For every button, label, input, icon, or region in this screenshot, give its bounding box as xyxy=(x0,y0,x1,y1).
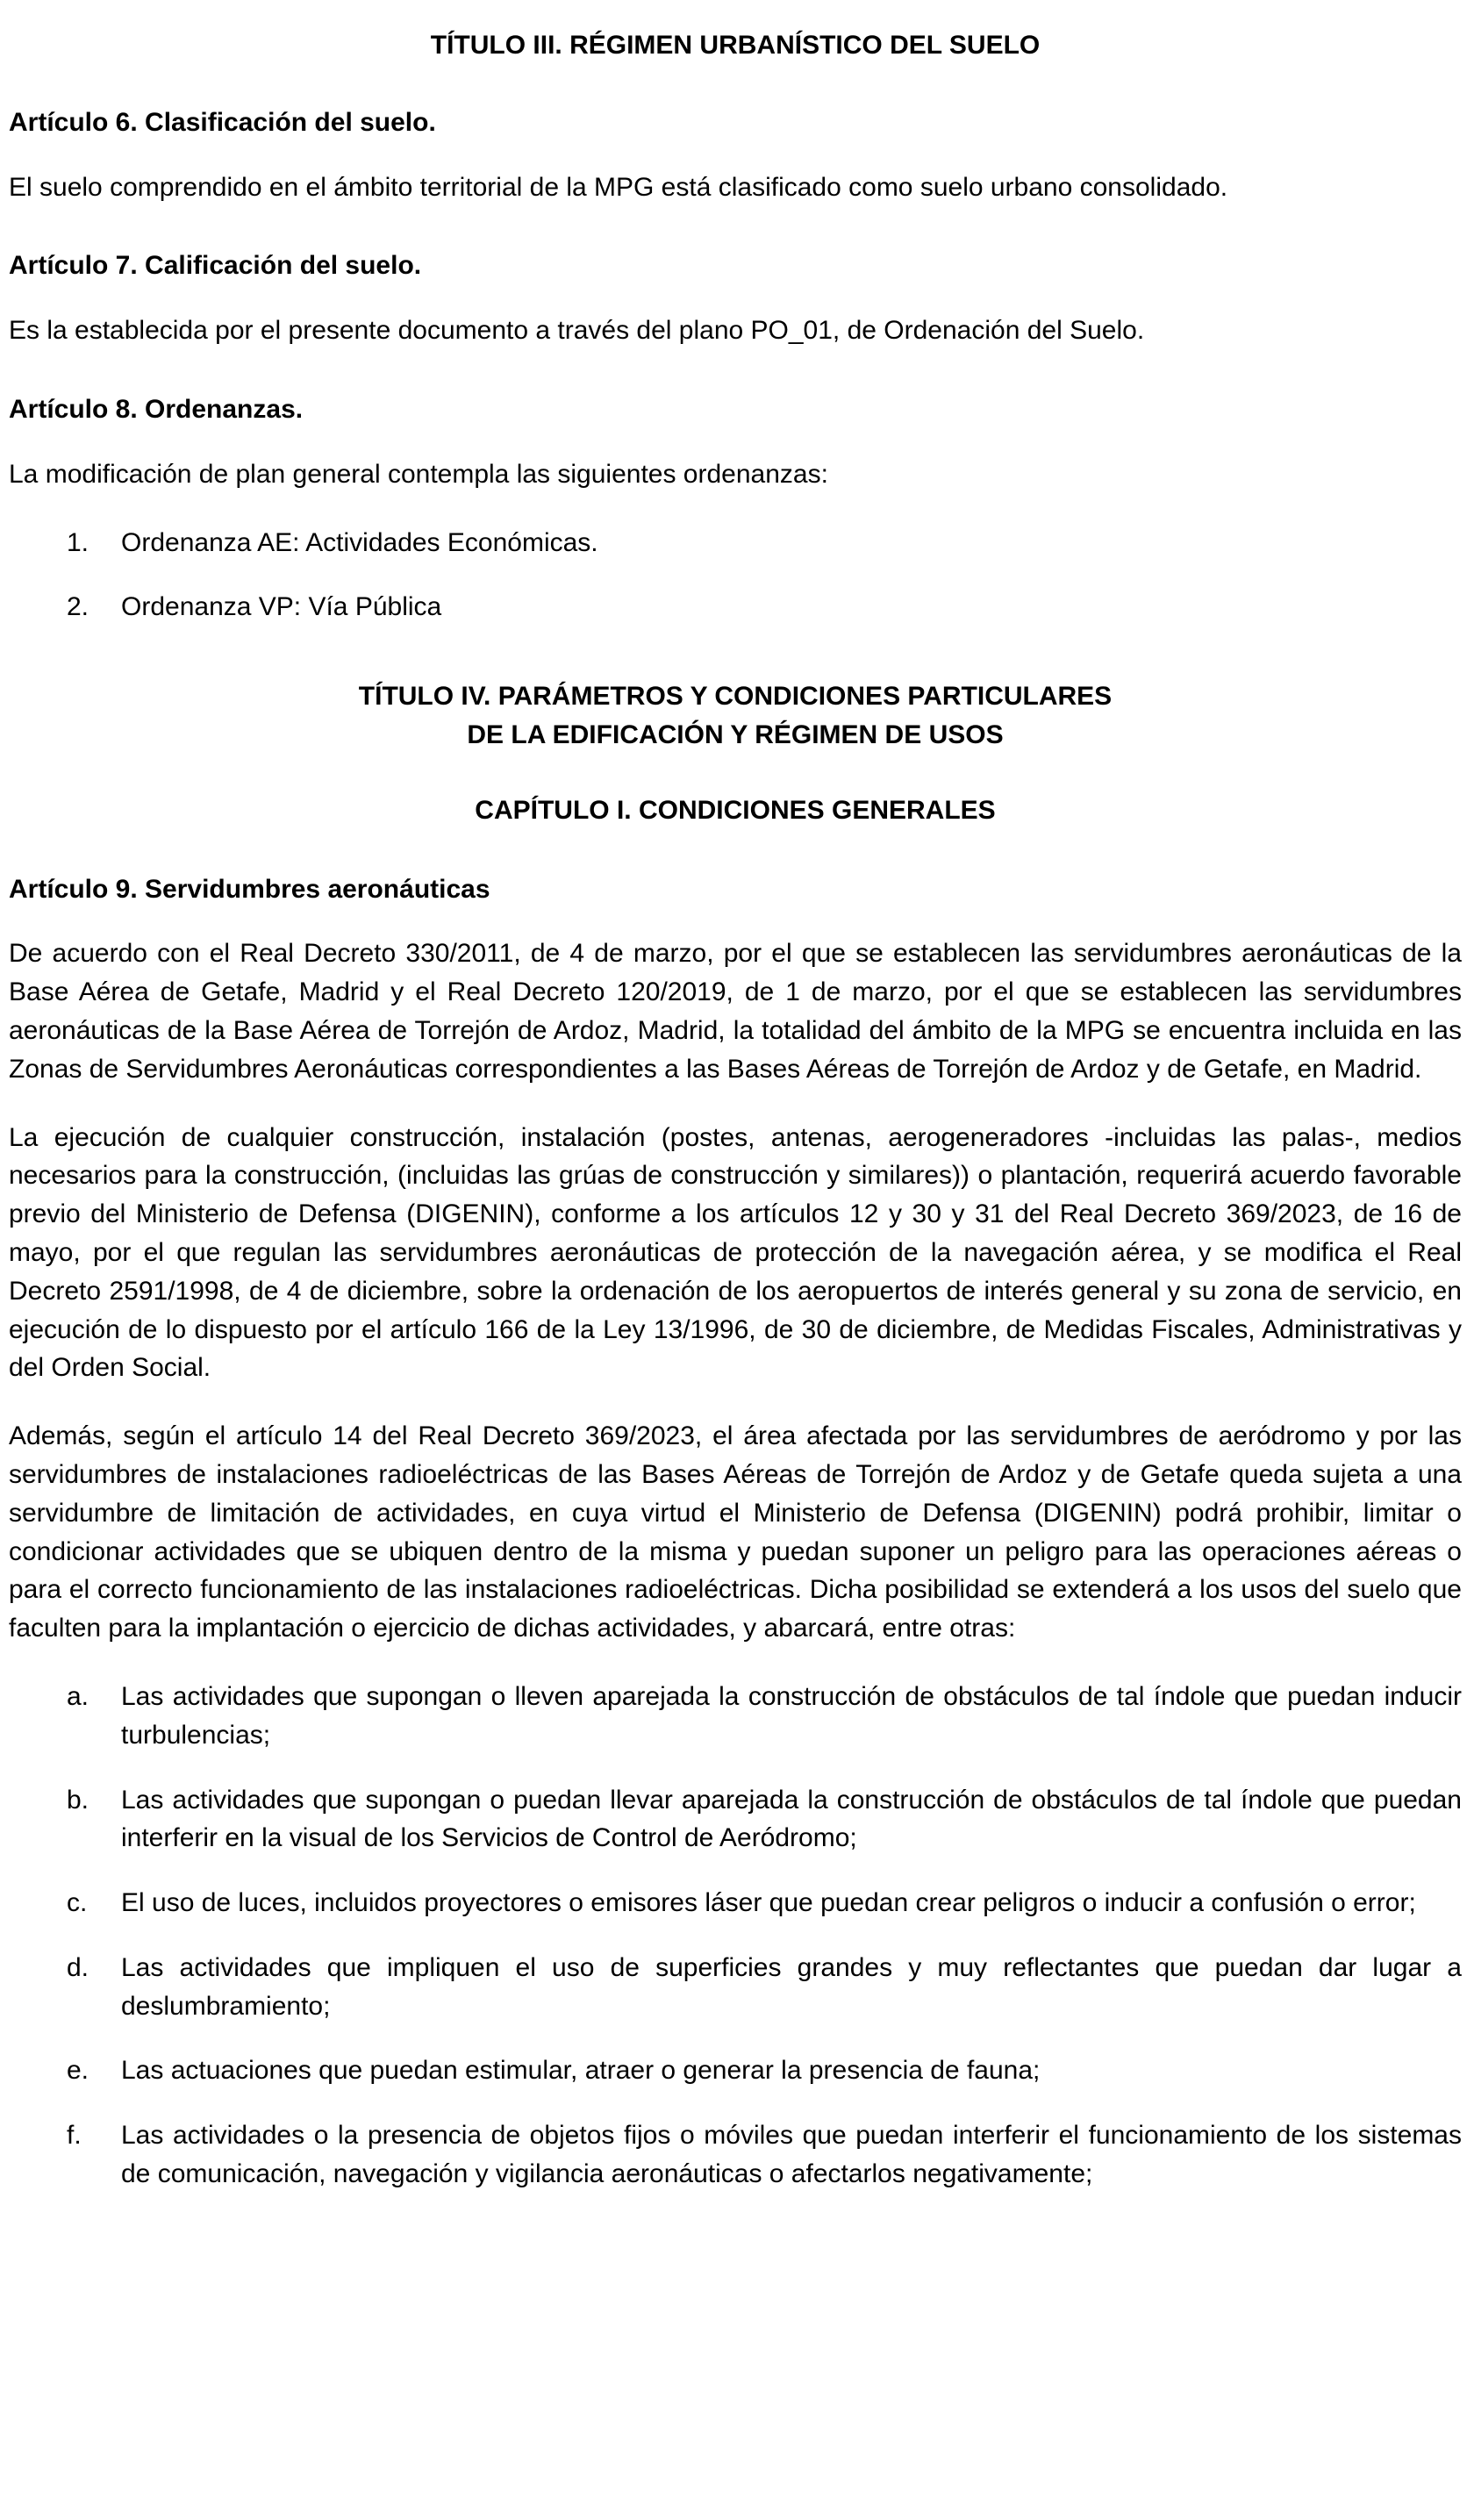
articulo-9-heading: Artículo 9. Servidumbres aeronáuticas xyxy=(9,874,490,904)
articulo-6-heading: Artículo 6. Clasificación del suelo. xyxy=(9,107,436,137)
list-marker: 2. xyxy=(67,592,89,622)
list-item xyxy=(9,1781,1462,1858)
articulo-9-paragraph-1: De acuerdo con el Real Decreto 330/2011, de 4 de marzo, por el que se establecen las servidumbres aeronáuticas de la Base Aérea de Getafe, Madrid y el Real Decreto 120/2019, de 1 de marzo, por el que se establecen las servidumbres aeronáuticas de la Base Aérea de Torrejón de Ardoz, Madrid, la totalidad del ámbito de la MPG se encuentra incluida en las Zonas de Servidumbres Aeronáuticas correspondientes a las Bases Aéreas de Torrejón de Ardoz y de Getafe, en Madrid. xyxy=(9,939,1462,1084)
list-item xyxy=(9,1678,1462,1755)
list-item-text: Las actividades que supongan o lleven aparejada la construcción de obstáculos de tal índole que puedan inducir turbulencias; xyxy=(121,1681,1462,1750)
capitulo-1-heading: CAPÍTULO I. CONDICIONES GENERALES xyxy=(475,795,996,825)
articulo-8-heading: Artículo 8. Ordenanzas. xyxy=(9,394,304,424)
list-item xyxy=(9,2116,1462,2194)
list-marker: b. xyxy=(67,1785,89,1815)
list-item-text: Las actuaciones que puedan estimular, atraer o generar la presencia de fauna; xyxy=(121,2056,1041,2086)
list-item-text: Ordenanza VP: Vía Pública xyxy=(121,592,442,622)
list-item-text: Las actividades que impliquen el uso de superficies grandes y muy reflectantes que puedan dar lugar a deslumbramiento; xyxy=(121,1952,1462,2021)
titulo-4-heading xyxy=(9,677,1462,755)
list-item xyxy=(9,1884,1462,1922)
articulo-9-paragraph-3: Además, según el artículo 14 del Real Decreto 369/2023, el área afectada por las servidumbres de aeródromo y por las servidumbres de instalaciones radioeléctricas de las Bases Aéreas de Torrejón de Ardoz y de Getafe queda sujeta a una servidumbre de limitación de actividades, en cuya virtud el Ministerio de Defensa (DIGENIN) podrá prohibir, limitar o condicionar actividades que se ubiquen dentro de la misma y puedan suponer un peligro para las operaciones aéreas o para el correcto funcionamiento de las instalaciones radioeléctricas. Dicha posibilidad se extenderá a los usos del suelo que faculten para la implantación o ejercicio de dichas actividades, y abarcará, entre otras: xyxy=(9,1421,1462,1643)
list-item xyxy=(9,524,1462,562)
list-marker: c. xyxy=(67,1888,88,1918)
titulo-4-line2: DE LA EDIFICACIÓN Y RÉGIMEN DE USOS xyxy=(467,719,1004,749)
articulo-9-paragraph-2: La ejecución de cualquier construcción, instalación (postes, antenas, aerogeneradores -incluidas las palas-, medios necesarios para la construcción, (incluidas las grúas de construcción y similares)) o plantación, requerirá acuerdo favorable previo del Ministerio de Defensa (DIGENIN), conforme a los artículos 12 y 30 y 31 del Real Decreto 369/2023, de 16 de mayo, por el que regulan las servidumbres aeronáuticas de protección de la navegación aérea, y se modifica el Real Decreto 2591/1998, de 4 de diciembre, sobre la ordenación de los aeropuertos de interés general y su zona de servicio, en ejecución de lo dispuesto por el artículo 166 de la Ley 13/1996, de 30 de diciembre, de Medidas Fiscales, Administrativas y del Orden Social. xyxy=(9,1122,1462,1383)
articulo-7-heading: Artículo 7. Calificación del suelo. xyxy=(9,251,422,281)
list-marker: 1. xyxy=(67,527,89,557)
articulo-6-paragraph: El suelo comprendido en el ámbito territorial de la MPG está clasificado como suelo urbano consolidado. xyxy=(9,172,1228,202)
articulo-7-paragraph: Es la establecida por el presente documento a través del plano PO_01, de Ordenación del Suelo. xyxy=(9,316,1145,346)
titulo-4-line1: TÍTULO IV. PARÁMETROS Y CONDICIONES PARTICULARES xyxy=(358,682,1113,712)
list-marker: e. xyxy=(67,2056,89,2086)
list-marker: d. xyxy=(67,1952,89,1982)
list-item xyxy=(9,588,1462,626)
list-item xyxy=(9,1949,1462,2026)
list-marker: a. xyxy=(67,1681,89,1711)
actividades-list xyxy=(9,1678,1462,2194)
list-item-text: Las actividades o la presencia de objetos fijos o móviles que puedan interferir el funcionamiento de los sistemas de comunicación, navegación y vigilancia aeronáuticas o afectarlos negativamente; xyxy=(121,2121,1462,2189)
list-item-text: Ordenanza AE: Actividades Económicas. xyxy=(121,527,598,557)
ordenanzas-list xyxy=(9,524,1462,627)
list-marker: f. xyxy=(67,2121,82,2151)
titulo-3-heading: TÍTULO III. RÉGIMEN URBANÍSTICO DEL SUELO xyxy=(430,31,1041,60)
list-item-text: El uso de luces, incluidos proyectores o emisores láser que puedan crear peligros o inducir a confusión o error; xyxy=(121,1888,1416,1918)
list-item-text: Las actividades que supongan o puedan llevar aparejada la construcción de obstáculos de tal índole que puedan interferir en la visual de los Servicios de Control de Aeródromo; xyxy=(121,1785,1462,1853)
list-item xyxy=(9,2051,1462,2090)
articulo-8-intro-paragraph: La modificación de plan general contempla las siguientes ordenanzas: xyxy=(9,459,828,489)
